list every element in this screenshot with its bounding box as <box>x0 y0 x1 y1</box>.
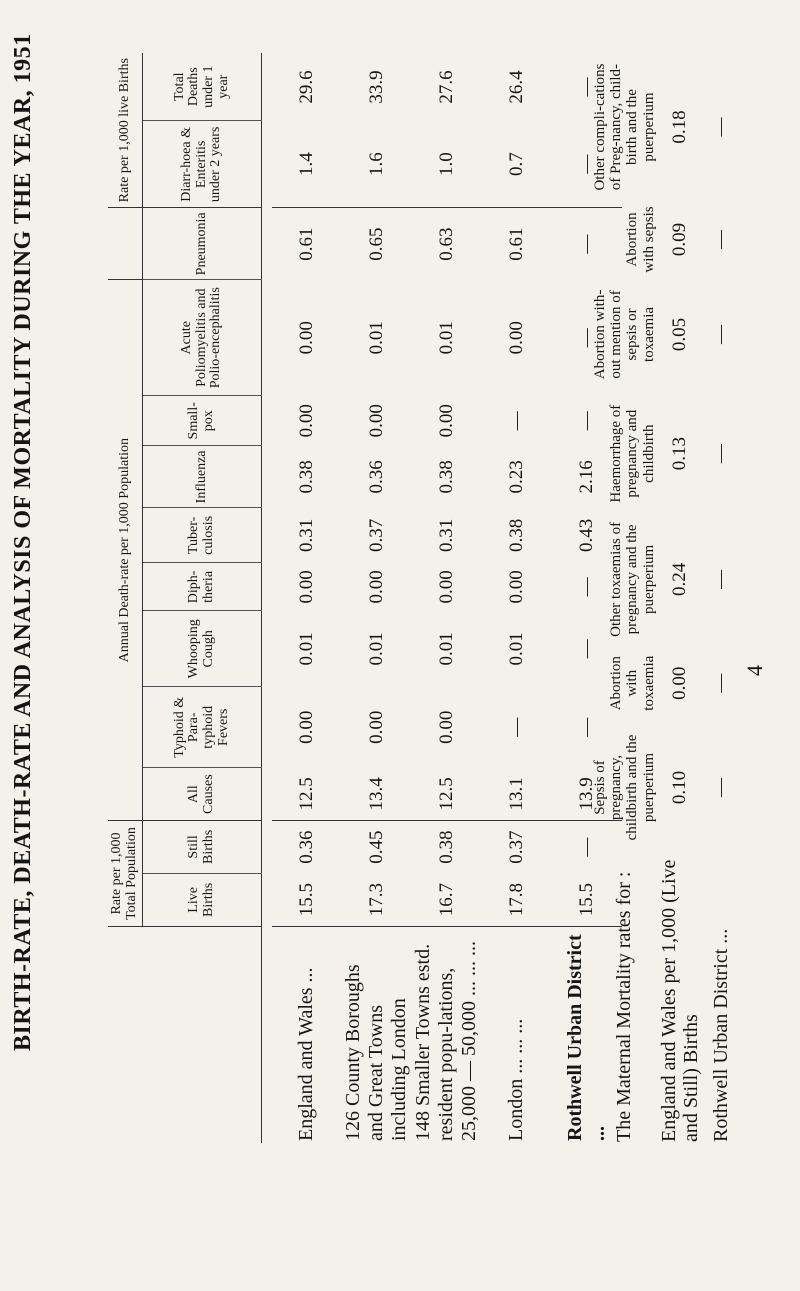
cell-diphtheria: 0.00 <box>505 570 527 604</box>
cell-live-births: 16.7 <box>412 873 482 926</box>
maternal-cell: — <box>709 117 731 137</box>
maternal-header-sepsis: Sepsis of pregnancy, childbirth and the puerperium <box>592 734 657 841</box>
maternal-cell: 0.05 <box>668 317 690 352</box>
header-all-causes: All Causes <box>143 768 262 821</box>
header-diarrhoea: Diarr-hoea & Enteritis under 2 years <box>143 121 262 208</box>
cell-acute-polio: 0.00 <box>505 321 527 355</box>
cell-influenza: 0.38 <box>435 460 457 494</box>
cell-smallpox: 0.00 <box>295 404 317 438</box>
cell-tuberculosis: 0.31 <box>295 518 317 553</box>
cell-still-births: 0.45 <box>365 830 387 864</box>
maternal-cell: — <box>709 569 731 589</box>
cell-whooping-cough: 0.01 <box>295 632 317 666</box>
table-row-london <box>482 53 552 1143</box>
cell-whooping-cough: 0.01 <box>365 632 387 666</box>
cell-total-deaths: 27.6 <box>435 70 457 104</box>
row-label: 148 Smaller Towns estd. resident popu-lations, 25,000 — 50,000 ... ... ... <box>412 941 480 1141</box>
cell-diarrhoea: 1.4 <box>272 121 342 208</box>
cell-tuberculosis: 0.31 <box>435 518 457 553</box>
cell-acute-polio: — <box>575 328 597 348</box>
group-header-live-births: Rate per 1,000 live Births <box>108 53 143 208</box>
maternal-header-haemorrhage: Haemorrhage of pregnancy and childbirth <box>608 404 657 503</box>
mortality-table <box>108 53 622 1143</box>
cell-diphtheria: 0.00 <box>365 570 387 604</box>
cell-all-causes: 13.4 <box>342 768 412 821</box>
maternal-cell: 0.24 <box>668 562 690 597</box>
table-row-smaller-towns <box>412 53 482 1143</box>
cell-acute-polio: 0.01 <box>365 321 387 355</box>
cell-acute-polio: 0.01 <box>435 321 457 355</box>
row-label: 126 County Boroughs and Great Towns including London <box>342 964 410 1141</box>
cell-tuberculosis: 0.37 <box>365 518 387 553</box>
cell-whooping-cough: — <box>575 639 597 659</box>
cell-still-births: — <box>575 837 597 857</box>
header-diphtheria: Diph-theria <box>143 563 262 611</box>
cell-pneumonia: 0.61 <box>505 227 527 261</box>
maternal-row-label: England and Wales per 1,000 (Live and Still) Births <box>657 859 702 1142</box>
cell-diarrhoea: 0.7 <box>482 121 552 208</box>
header-total-deaths: Total Deaths under 1 year <box>143 53 262 121</box>
cell-typhoid: — <box>505 717 527 737</box>
cell-influenza: 0.36 <box>365 460 387 494</box>
header-pneumonia: Pneumonia <box>143 208 262 280</box>
cell-all-causes: 12.5 <box>412 768 482 821</box>
cell-still-births: 0.36 <box>295 830 317 864</box>
maternal-header-abortion-toxaemia: Abortion with toxaemia <box>608 655 657 711</box>
table-row-county-boroughs <box>342 53 412 1143</box>
cell-total-deaths: 33.9 <box>365 70 387 104</box>
maternal-header-other-complications: Other compli-cations of Preg-nancy, child-birth and the puerperium <box>592 63 657 191</box>
group-header-death-rate: Annual Death-rate per 1,000 Population <box>108 280 143 821</box>
cell-still-births: 0.38 <box>435 830 457 864</box>
cell-whooping-cough: 0.01 <box>435 632 457 666</box>
cell-total-deaths: 26.4 <box>505 70 527 104</box>
page-title: BIRTH-RATE, DEATH-RATE AND ANALYSIS OF MORTALITY DURING THE YEAR, 1951 <box>10 33 36 1051</box>
maternal-row-england-wales <box>657 53 703 1143</box>
maternal-cell: 0.18 <box>668 110 690 144</box>
cell-typhoid: 0.00 <box>435 710 457 744</box>
cell-tuberculosis: 0.38 <box>505 518 527 553</box>
maternal-cell: — <box>709 778 731 797</box>
cell-pneumonia: — <box>575 234 597 254</box>
header-live-births: Live Births <box>143 873 262 926</box>
cell-influenza: 0.38 <box>295 460 317 494</box>
maternal-row-label: Rothwell Urban District ... <box>709 928 732 1142</box>
cell-diarrhoea: 1.0 <box>412 121 482 208</box>
header-tuberculosis: Tuber-culosis <box>143 508 262 563</box>
maternal-cell: 0.13 <box>668 437 690 471</box>
cell-diphtheria: — <box>575 577 597 597</box>
maternal-cell: — <box>709 324 731 344</box>
cell-acute-polio: 0.00 <box>295 321 317 355</box>
row-label-header <box>108 927 262 1144</box>
maternal-cell: — <box>709 673 731 693</box>
header-still-births: Still Births <box>143 821 262 874</box>
maternal-cell: 0.09 <box>668 222 690 257</box>
row-label: London ... ... ... <box>505 1018 527 1141</box>
cell-all-causes: 13.1 <box>482 768 552 821</box>
cell-whooping-cough: 0.01 <box>505 632 527 666</box>
cell-smallpox: 0.00 <box>365 404 387 438</box>
maternal-mortality-table <box>592 53 739 1143</box>
maternal-cell: 0.10 <box>668 770 690 805</box>
cell-live-births: 17.3 <box>342 873 412 926</box>
maternal-header-abortion-sepsis: Abortion with sepsis <box>624 206 657 273</box>
cell-diarrhoea: — <box>552 121 622 208</box>
group-header-total-population: Rate per 1,000 Total Population <box>108 821 143 927</box>
maternal-header-other-toxaemias: Other toxaemias of pregnancy and the puerperium <box>608 521 657 637</box>
page-number: 4 <box>742 665 767 676</box>
table-row-england-wales <box>272 53 342 1143</box>
cell-smallpox: — <box>575 411 597 431</box>
cell-pneumonia: 0.65 <box>365 227 387 261</box>
row-label: England and Wales ... <box>295 967 317 1141</box>
maternal-cell: — <box>709 230 731 249</box>
cell-live-births: 15.5 <box>552 873 622 926</box>
maternal-cell: 0.00 <box>668 666 690 700</box>
cell-pneumonia: 0.61 <box>295 227 317 261</box>
header-whooping-cough: Whooping Cough <box>143 611 262 687</box>
cell-live-births: 15.5 <box>272 873 342 926</box>
cell-diphtheria: 0.00 <box>295 570 317 604</box>
cell-typhoid: 0.00 <box>295 710 317 744</box>
cell-tuberculosis: 0.43 <box>575 518 597 553</box>
cell-pneumonia: 0.63 <box>435 227 457 261</box>
cell-influenza: 0.23 <box>505 460 527 494</box>
header-pneumonia-spacer <box>108 208 143 280</box>
cell-all-causes: 12.5 <box>272 768 342 821</box>
cell-smallpox: — <box>505 411 527 431</box>
cell-total-deaths: 29.6 <box>295 70 317 104</box>
header-typhoid: Typhoid & Para-typhoid Fevers <box>143 687 262 768</box>
maternal-row-rothwell <box>703 53 739 1143</box>
cell-still-births: 0.37 <box>505 830 527 864</box>
cell-diphtheria: 0.00 <box>435 570 457 604</box>
cell-all-causes: 13.9 <box>552 768 622 821</box>
cell-typhoid: 0.00 <box>365 710 387 744</box>
cell-typhoid: — <box>575 717 597 737</box>
cell-diarrhoea: 1.6 <box>342 121 412 208</box>
cell-smallpox: 0.00 <box>435 404 457 438</box>
cell-influenza: 2.16 <box>575 460 597 494</box>
header-influenza: Influenza <box>143 446 262 508</box>
header-acute-polio: Acute Poliomyelitis and Polio-encephalitis <box>143 280 262 396</box>
maternal-mortality-section <box>592 53 739 1143</box>
row-label: Rothwell Urban District ... <box>563 934 609 1141</box>
cell-live-births: 17.8 <box>482 873 552 926</box>
maternal-intro: The Maternal Mortality rates for : <box>613 871 636 1142</box>
cell-total-deaths: — <box>575 77 597 97</box>
header-smallpox: Small-pox <box>143 396 262 446</box>
maternal-header-abortion-without: Abortion with-out mention of sepsis or toxaemia <box>592 289 657 380</box>
maternal-cell: — <box>709 444 731 464</box>
